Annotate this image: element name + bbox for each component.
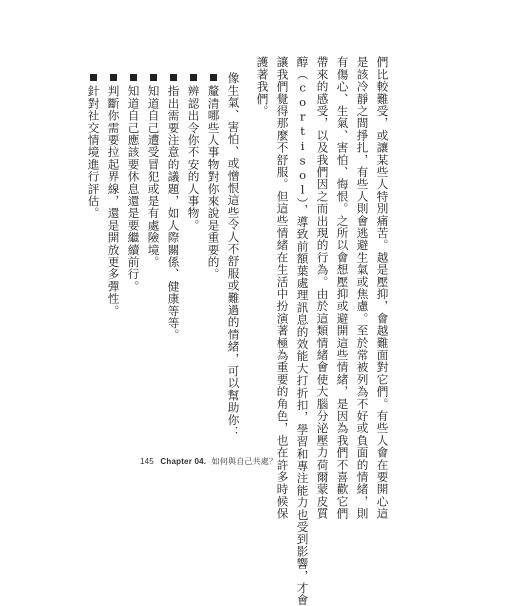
paragraph1-line-4: 帶來的感受，以及我們因之而出現的行為。由於這類情緒會使大腦分泌壓力荷爾蒙皮質 (315, 56, 330, 520)
page-footer (140, 456, 277, 467)
chapter-subtitle: 如何與自己共處？ (211, 457, 278, 466)
bullet-item-2 (187, 74, 199, 231)
bullet-square-icon (90, 74, 97, 81)
bullet-text: 判斷你需要拉起界線，還是開放更多彈性。 (106, 85, 121, 317)
bullet-text: 釐清哪些人事物對你來說是重要的。 (206, 85, 221, 281)
bullet-text: 知道自己應該要休息還是要繼續前行。 (126, 85, 141, 293)
bullet-item-5 (127, 74, 139, 292)
paragraph1-line-6: 讓我們覺得那麼不舒服。但這些情緒在生活中扮演著極為重要的角色，也在許多時候保 (275, 56, 290, 520)
bullet-item-7 (87, 74, 99, 219)
bullet-item-6 (107, 74, 119, 317)
page-number: 145 (140, 457, 154, 466)
bullet-text: 針對社交情境進行評估。 (86, 85, 101, 220)
paragraph1-line-2: 是該冷靜之間掙扎，有些人則會逃避生氣或焦慮。至於常被列為不好或負面的情緒，則 (355, 56, 370, 520)
bullet-text: 辨認出令你不安的人事物。 (186, 85, 201, 232)
bullet-square-icon (130, 74, 137, 81)
bullet-item-3 (167, 74, 179, 341)
bullet-item-1 (207, 74, 219, 280)
paragraph2-line-1: 像生氣、害怕、或憎恨這些令人不舒服或難過的情緒，可以幫助你： (226, 72, 241, 438)
chapter-label: Chapter 04. (160, 457, 207, 466)
bullet-square-icon (170, 74, 177, 81)
bullet-square-icon (210, 74, 217, 81)
bullet-square-icon (150, 74, 157, 81)
paragraph1-line-5: 醇（cortisol），導致前額葉處理訊息的效能大打折扣，學習和專注能力也受到影響，才會 (295, 56, 310, 606)
bullet-text: 知道自己遭受冒犯或是有處險境。 (146, 85, 161, 268)
paragraph1-line-1: 們比較難受，或讓某些人特別痛苦。越是壓抑，會越難面對它們。有些人會在要開心這 (375, 56, 390, 520)
bullet-item-4 (147, 74, 159, 268)
bullet-square-icon (190, 74, 197, 81)
paragraph1-line-3: 有傷心、生氣、害怕、悔恨。之所以會想壓抑或避開這些情緒，是因為我們不喜歡它們 (335, 56, 350, 520)
bullet-square-icon (110, 74, 117, 81)
bullet-text: 指出需要注意的議題，如人際關係、健康等等。 (166, 85, 181, 342)
paragraph1-line-7: 護著我們。 (255, 56, 270, 117)
